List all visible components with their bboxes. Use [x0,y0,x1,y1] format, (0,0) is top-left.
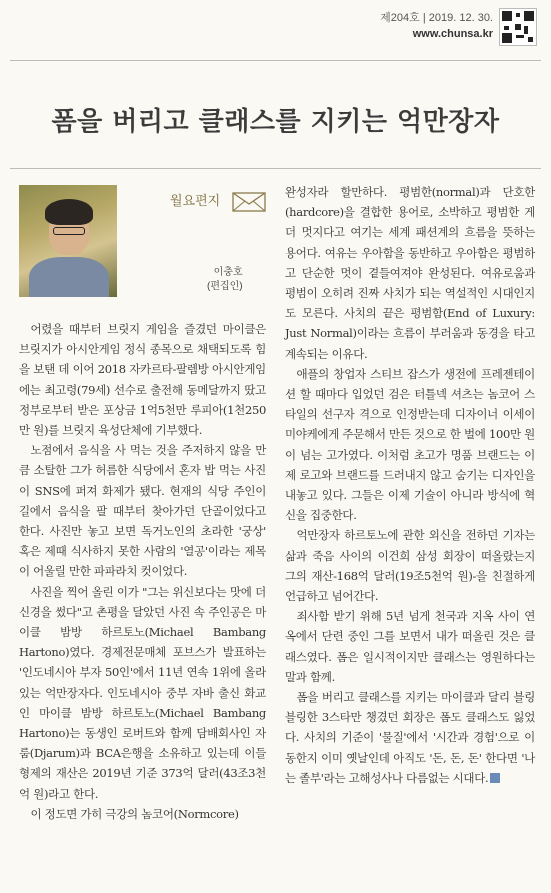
end-mark-icon [490,773,500,783]
paragraph-continued: 완성자라 할만하다. 평범한(normal)과 단호한(hardcore)을 결합한 용어로, 소박하고 평범한 게 더 멋지다고 여기는 세계 패션계의 흐름을 뜻하는 용어다. 여유는 우아함을 동반하고 우아함은 평범하고 단순한 멋이 곁들여져야 완성된다. 여유로움과 평범이 오히려 진짜 사치가 되는 역설적인 시대인지도 모른다. 사치의 끝은 평범함(End of Luxury: Just Normal)이라는 흐름이 부러움과 동경을 타고 계속되는 이유다. [285,185,535,361]
paragraph: 어렸을 때부터 브릿지 게임을 즐겼던 마이클은 브릿지가 아시안게임 정식 종목으로 채택되도록 힘을 보탠 데 이어 2018 자카르타-팔렘방 아시안게임에는 최고령(79세) 선수로 출전해 동메달까지 땄고 정부로부터 받은 포상금 1억5천만 루피아(1천250만 원)를 브릿지 육성단체에 기부했다. [19,322,266,438]
paragraph: 사진을 찍어 올린 이가 "그는 위신보다는 맛에 더 신경을 썼다"고 촌평을 달았던 사진 속 주인공은 마이클 밤방 하르토노(Michael Bambang Hartono)였다. 경제전문매체 포브스가 발표하는 '인도네시아 부자 50인'에서 11년 연속 1위에 올라있는 억만장자다. 인도네시아 중부 자바 출신 화교인 마이클 밤방 하르토노(Michael Bambang Hartono)는 동생인 로버트와 함께 담배회사인 자룸(Djarum)과 BCA은행을 소유하고 있는데 이들 형제의 재산은 2019년 기준 373억 달러(43조3천억 원)라고 한다. [19,584,266,801]
paragraph: 죄사함 받기 위해 5년 넘게 천국과 지옥 사이 연옥에서 단련 중인 그를 보면서 내가 떠올린 것은 클래스였다. 폼은 일시적이지만 클래스는 영원하다는 말과 함께. [285,609,535,684]
paragraph: 노점에서 음식을 사 먹는 것을 주저하지 않을 만큼 소탈한 그가 허름한 식당에서 혼자 밥 먹는 사진이 SNS에 퍼져 화제가 됐다. 현재의 식당 주인이 길에서 음식을 팔 때부터 찾아가던 단골이었다고 한다. 사진만 놓고 보면 독거노인의 초라한 '궁상' 혹은 제때 식사하지 못한 사람의 '열공'이라는 제목이 어울릴 만한 파파라치 컷이었다. [19,443,266,579]
paragraph [285,687,535,788]
author-byline [207,266,243,294]
headline-rule [10,168,541,169]
author-name: 이충호 [213,267,243,278]
envelope-icon [232,190,266,212]
column-title: 월요편지 [170,194,221,209]
author-photo [19,185,117,297]
website-url[interactable]: www.chunsa.kr [412,28,493,40]
headline: 폼을 버리고 클래스를 지키는 억만장자 [51,107,500,137]
masthead: 제204호 | 2019. 12. 30. www.chunsa.kr [380,12,493,40]
final-text: 폼을 버리고 클래스를 지키는 마이클과 달리 블링블링한 3스타만 챙겼던 회장은 폼도 클래스도 잃었다. 사치의 기준이 '물질'에서 '시간과 경험'으로 이동한지 이미 옛날인데 아직도 '돈, 돈, 돈' 한다면 '나는 졸부'라는 고해성사나 다름없는 시대다. [285,690,535,785]
header-rule [10,60,541,61]
paragraph: 억만장자 하르토노에 관한 외신을 전하던 기자는 삶과 죽음 사이의 이건희 삼성 회장이 떠올랐는지 그의 재산-168억 달러(19조5천억 원)-을 친절하게 언급하고 넘어간다. [285,528,535,604]
body-column-left [19,319,266,824]
issue-date: 2019. 12. 30. [428,12,493,24]
paragraph: 이 정도면 가히 극강의 놈코어(Normcore) [30,806,239,821]
issue-number: 제204호 [380,12,420,24]
qr-code-icon [499,8,537,46]
author-role: (편집인) [207,281,243,292]
paragraph: 애플의 창업자 스티브 잡스가 생전에 프레젠테이션 할 때마다 입었던 검은 터틀넥 셔츠는 놈코어 스타일의 선구자 격으로 인정받는데 디자이너 이세이 미야케에게 주문해서 만든 것으로 한 벌에 100만 원이 넘는 고가였다. 이처럼 초고가 명품 브랜드는 이제 로고와 브랜드를 드러내지 않고 숨기는 디자인을 내놓고 있다. 그들은 이제 기술이 아니라 방식에 혁신을 집중한다. [285,366,535,523]
body-column-right [285,182,535,788]
